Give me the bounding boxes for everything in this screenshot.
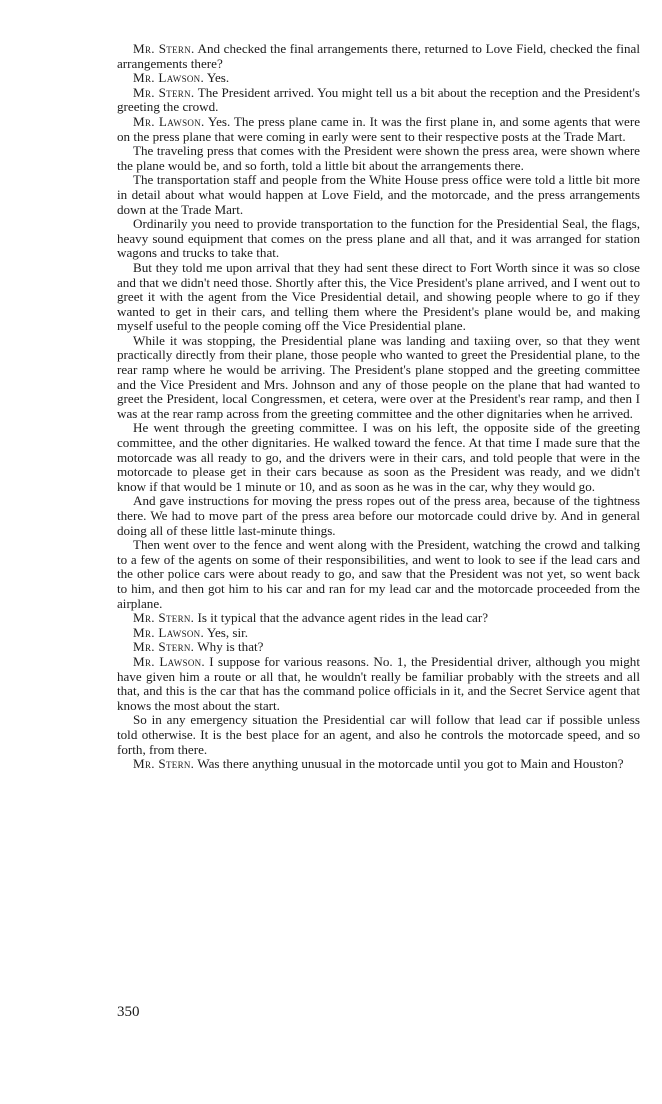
paragraph-text: Why is that?	[194, 639, 264, 655]
paragraph-text: Yes, sir.	[204, 624, 249, 640]
testimony-paragraph	[117, 655, 640, 713]
document-body	[117, 42, 640, 772]
paragraph-text: Was there anything unusual in the motorcade until you got to Main and Houston?	[194, 756, 624, 772]
speaker-label: Mr. Stern.	[133, 610, 195, 626]
speaker-label: Mr. Lawson.	[133, 113, 205, 129]
speaker-label: Mr. Stern.	[133, 84, 195, 100]
speaker-label: Mr. Stern.	[133, 41, 195, 56]
speaker-label: Mr. Lawson.	[133, 624, 205, 640]
narrative-paragraph	[117, 173, 640, 217]
testimony-paragraph	[117, 86, 640, 115]
testimony-paragraph	[117, 611, 640, 626]
paragraph-text: While it was stopping, the Presidential plane was landing and taxiing over, so that they went practically directly from their plane, those people who wanted to greet the Presidential plane, to the rear ramp where he would be arriving. The President's plane stopped and the greeting committee and the Vice President and Mrs. Johnson and any of those people on the plane that had wanted to greet the President, local Congressmen, et cetera, were over at the President's rear ramp, and then I was at the rear ramp across from the greeting committee and the other dignitaries when he arrived.	[117, 332, 640, 421]
paragraph-text: Yes.	[204, 70, 230, 86]
testimony-paragraph	[117, 626, 640, 641]
paragraph-text: Ordinarily you need to provide transportation to the function for the Presidential Seal, the flags, heavy sound equipment that comes on the press plane and all that, and it was arranged for station wagons and trucks to take that.	[117, 216, 640, 261]
speaker-label: Mr. Lawson.	[133, 70, 205, 86]
paragraph-text: The transportation staff and people from the White House press office were told a little bit more in detail about what would happen at Love Field, and the motorcade, and the press arrangements down at the Trade Mart.	[117, 172, 640, 217]
paragraph-text: Yes. The press plane came in. It was the first plane in, and some agents that were on the press plane that were coming in early were sent to their respective posts at the Trade Mart.	[117, 113, 641, 144]
paragraph-text: And checked the final arrangements there, returned to Love Field, checked the final arrangements there?	[117, 41, 640, 71]
testimony-paragraph	[117, 42, 640, 71]
narrative-paragraph	[117, 144, 640, 173]
paragraph-text: The President arrived. You might tell us a bit about the reception and the President's greeting the crowd.	[117, 84, 640, 115]
speaker-label: Mr. Stern.	[133, 639, 195, 655]
paragraph-text: He went through the greeting committee. I was on his left, the opposite side of the greeting committee, and the other dignitaries. He walked toward the fence. At that time I made sure that the motorcade was all ready to go, and the drivers were in their cars, and told people that were in the motorcade to please get in their cars because as soon as the President was ready, and we didn't know if that would be 1 minute or 10, and as soon as he was in the car, why they would go.	[117, 420, 640, 494]
narrative-paragraph	[117, 538, 640, 611]
testimony-paragraph	[117, 71, 640, 86]
paragraph-text: And gave instructions for moving the press ropes out of the press area, because of the tightness there. We had to move part of the press area before our motorcade could drive by. And in general doing all of these little last-minute things.	[117, 493, 640, 538]
paragraph-text: But they told me upon arrival that they had sent these direct to Fort Worth since it was so close and that we didn't need those. Shortly after this, the Vice President's plane arrived, and I went out to greet it with the agent from the Vice Presidential detail, and showing people where to go if they wanted to get in their cars, and telling them where the President's plane would be, and making myself useful to the people coming off the Vice Presidential plane.	[117, 259, 640, 334]
narrative-paragraph	[117, 421, 640, 494]
testimony-paragraph	[117, 757, 640, 772]
narrative-paragraph	[117, 494, 640, 538]
paragraph-text: Is it typical that the advance agent rides in the lead car?	[194, 610, 489, 626]
narrative-paragraph	[117, 334, 640, 422]
paragraph-text: So in any emergency situation the Presidential car will follow that lead car if possible unless told otherwise. It is the best place for an agent, and also he controls the motorcade speed, and so forth, from there.	[117, 712, 640, 757]
speaker-label: Mr. Lawson.	[133, 653, 206, 669]
paragraph-text: Then went over to the fence and went along with the President, watching the crowd and talking to a few of the agents on some of their responsibilities, and went to look to see if the lead cars and the other police cars were about ready to go, and saw that the President was not yet, so went back to him, and then got him to his car and ran for my lead car and the motorcade proceeded from the airplane.	[117, 537, 640, 611]
narrative-paragraph	[117, 217, 640, 261]
paragraph-text: I suppose for various reasons. No. 1, the Presidential driver, although you might have given him a route or all that, he wouldn't really be familiar probably with the streets and all that, and this is the car that has the command police officials in it, and the Secret Service agent that knows the most about the start.	[117, 653, 640, 713]
speaker-label: Mr. Stern.	[133, 756, 195, 772]
narrative-paragraph	[117, 713, 640, 757]
narrative-paragraph	[117, 261, 640, 334]
paragraph-text: The traveling press that comes with the President were shown the press area, were shown where the plane would be, and so forth, told a little bit about the arrangements there.	[117, 143, 640, 173]
testimony-paragraph	[117, 640, 640, 655]
page-number: 350	[117, 1004, 140, 1020]
testimony-paragraph	[117, 115, 640, 144]
